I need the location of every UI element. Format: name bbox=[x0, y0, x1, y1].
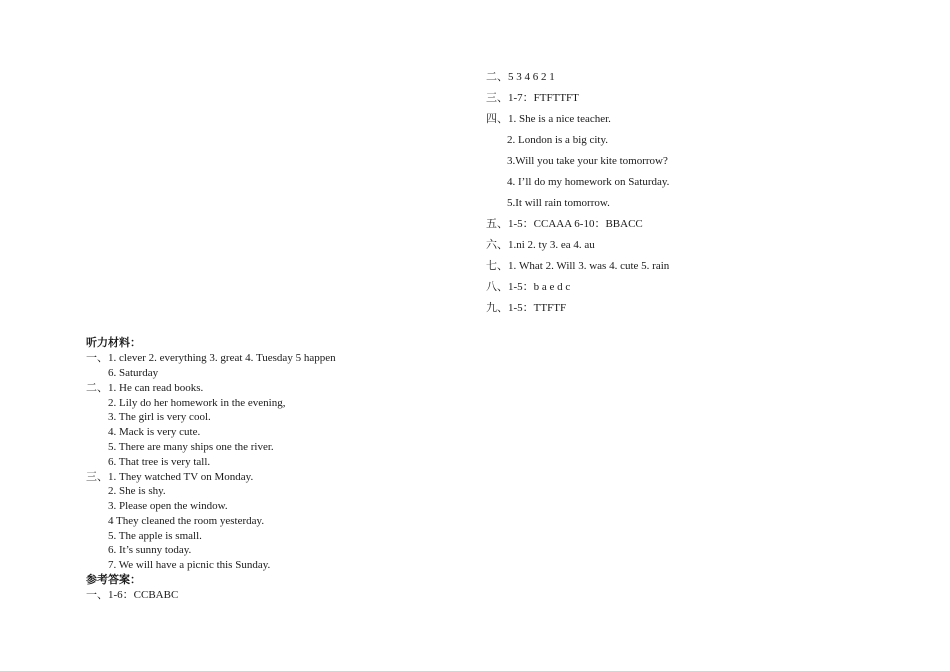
answer-section-5: 五、1-5：CCAAA 6-10：BBACC bbox=[486, 218, 643, 230]
listening-line: 6. That tree is very tall. bbox=[108, 456, 211, 468]
listening-line: 三、1. They watched TV on Monday. bbox=[86, 471, 254, 483]
answer-section-8: 八、1-5：b a e d c bbox=[486, 281, 571, 293]
listening-line: 4. Mack is very cute. bbox=[108, 426, 201, 438]
answer-key-heading: 参考答案： bbox=[86, 574, 141, 586]
listening-line: 6. It’s sunny today. bbox=[108, 544, 192, 556]
listening-line: 7. We will have a picnic this Sunday. bbox=[108, 559, 271, 571]
listening-line: 5. There are many ships one the river. bbox=[108, 441, 274, 453]
listening-line: 6. Saturday bbox=[108, 367, 159, 379]
listening-line: 2. She is shy. bbox=[108, 485, 166, 497]
listening-line: 3. The girl is very cool. bbox=[108, 411, 211, 423]
answer-section-4-item-3: 3.Will you take your kite tomorrow? bbox=[507, 155, 668, 167]
answer-section-4-item-4: 4. I’ll do my homework on Saturday. bbox=[507, 176, 670, 188]
answer-section-6: 六、1.ni 2. ty 3. ea 4. au bbox=[486, 239, 595, 251]
listening-line: 4 They cleaned the room yesterday. bbox=[108, 515, 265, 527]
listening-line: 5. The apple is small. bbox=[108, 530, 202, 542]
answer-section-4-item-1: 四、1. She is a nice teacher. bbox=[486, 113, 611, 125]
answer-section-9: 九、1-5：TTFTF bbox=[486, 302, 567, 314]
answer-section-2: 二、5 3 4 6 2 1 bbox=[486, 71, 555, 83]
listening-line: 3. Please open the window. bbox=[108, 500, 228, 512]
answer-section-3: 三、1-7：FTFTTFT bbox=[486, 92, 579, 104]
answer-section-4-item-5: 5.It will rain tomorrow. bbox=[507, 197, 610, 209]
listening-heading: 听力材料： bbox=[86, 337, 141, 349]
answer-section-4-item-2: 2. London is a big city. bbox=[507, 134, 609, 146]
listening-line: 二、1. He can read books. bbox=[86, 382, 204, 394]
listening-line: 一、1. clever 2. everything 3. great 4. Tuesday 5 happen bbox=[86, 352, 336, 364]
listening-line: 2. Lily do her homework in the evening, bbox=[108, 397, 286, 409]
answer-key-line: 一、1-6：CCBABC bbox=[86, 589, 179, 601]
answer-section-7: 七、1. What 2. Will 3. was 4. cute 5. rain bbox=[486, 260, 670, 272]
